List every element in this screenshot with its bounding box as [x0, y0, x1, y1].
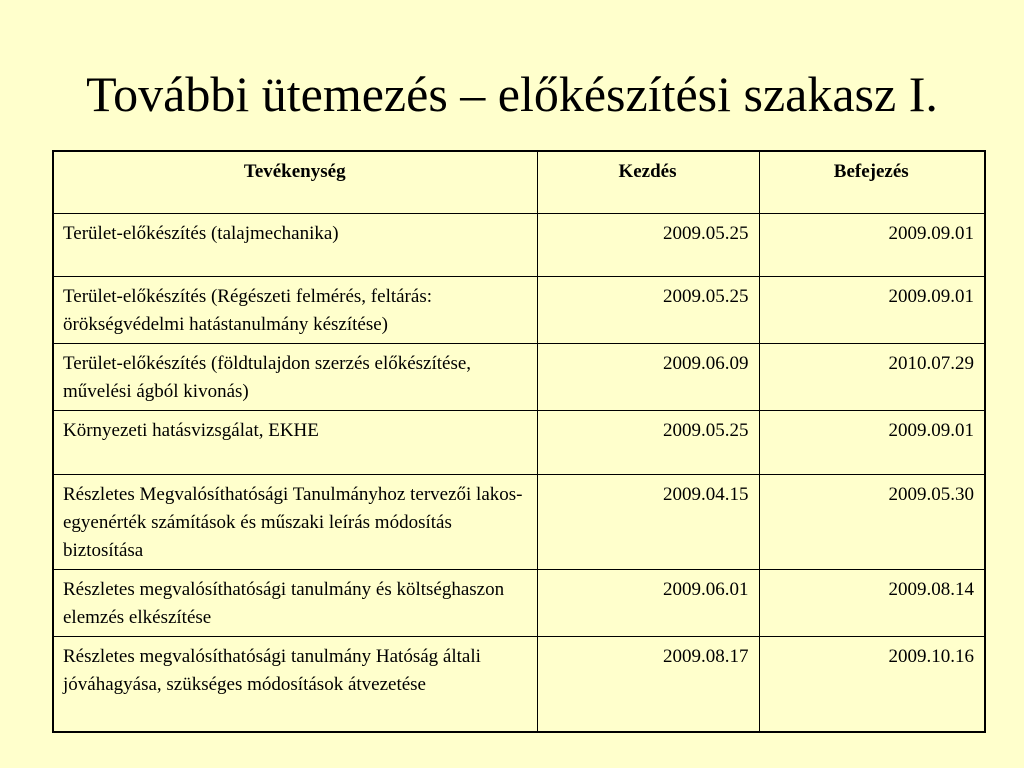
activity-cell: Terület-előkészítés (talajmechanika) [53, 214, 537, 277]
table-row [53, 277, 985, 344]
activity-cell: Részletes megvalósíthatósági tanulmány Hatóság általi jóváhagyása, szükséges módosítások átvezetése [53, 637, 537, 733]
activity-cell: Terület-előkészítés (földtulajdon szerzés előkészítése, művelési ágból kivonás) [53, 344, 537, 411]
start-date-cell: 2009.05.25 [537, 411, 759, 475]
end-date-cell: 2010.07.29 [759, 344, 985, 411]
header-end: Befejezés [759, 151, 985, 214]
activity-cell: Terület-előkészítés (Régészeti felmérés, feltárás: örökségvédelmi hatástanulmány készítése) [53, 277, 537, 344]
schedule-table [52, 150, 986, 733]
table-row [53, 411, 985, 475]
start-date-cell: 2009.08.17 [537, 637, 759, 733]
end-date-cell: 2009.09.01 [759, 214, 985, 277]
start-date-cell: 2009.06.01 [537, 570, 759, 637]
table-header-row [53, 151, 985, 214]
table-row [53, 637, 985, 733]
start-date-cell: 2009.05.25 [537, 214, 759, 277]
table-row [53, 214, 985, 277]
activity-cell: Környezeti hatásvizsgálat, EKHE [53, 411, 537, 475]
start-date-cell: 2009.04.15 [537, 475, 759, 570]
header-start: Kezdés [537, 151, 759, 214]
slide-title: További ütemezés – előkészítési szakasz I. [86, 66, 938, 122]
end-date-cell: 2009.09.01 [759, 277, 985, 344]
table-row [53, 570, 985, 637]
header-activity: Tevékenység [53, 151, 537, 214]
activity-cell: Részletes Megvalósíthatósági Tanulmányhoz tervezői lakos-egyenérték számítások és műszaki leírás módosítás biztosítása [53, 475, 537, 570]
table-row [53, 475, 985, 570]
activity-cell: Részletes megvalósíthatósági tanulmány és költséghaszon elemzés elkészítése [53, 570, 537, 637]
end-date-cell: 2009.08.14 [759, 570, 985, 637]
end-date-cell: 2009.05.30 [759, 475, 985, 570]
table-row [53, 344, 985, 411]
end-date-cell: 2009.10.16 [759, 637, 985, 733]
start-date-cell: 2009.06.09 [537, 344, 759, 411]
end-date-cell: 2009.09.01 [759, 411, 985, 475]
start-date-cell: 2009.05.25 [537, 277, 759, 344]
